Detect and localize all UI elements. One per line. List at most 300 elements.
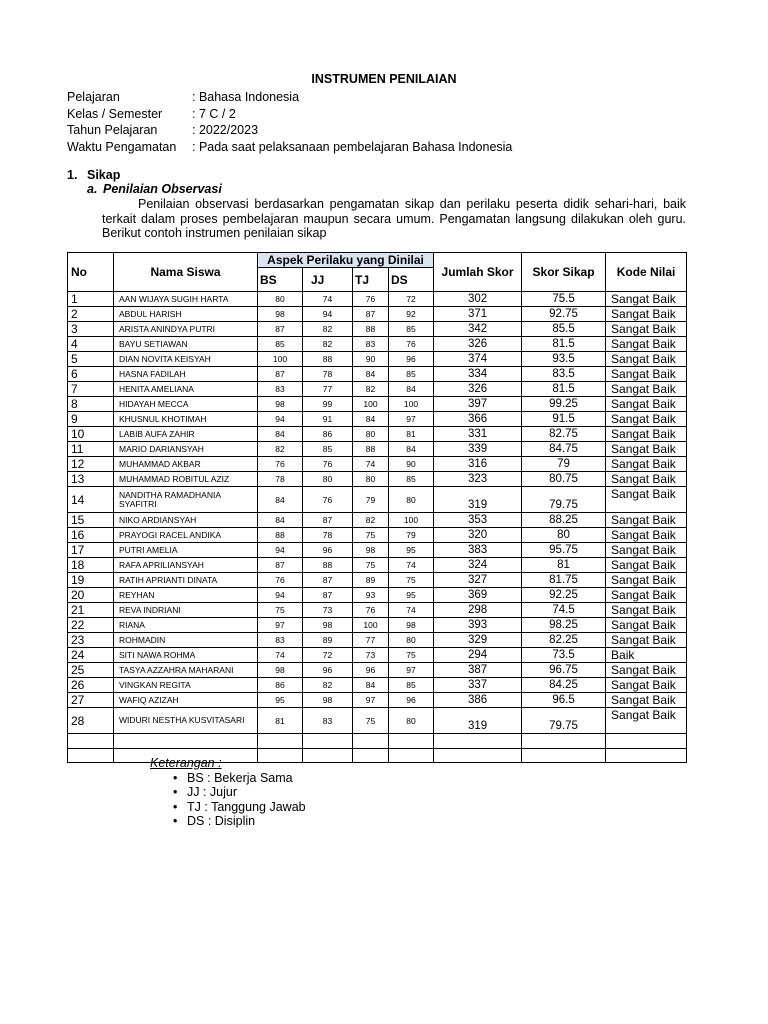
cell-jj: 82 <box>303 322 353 337</box>
cell-grade: Sangat Baik <box>606 292 687 307</box>
cell-grade: Sangat Baik <box>606 412 687 427</box>
cell-tj: 76 <box>353 603 389 618</box>
cell-no: 24 <box>68 648 114 663</box>
cell-bs: 97 <box>258 618 303 633</box>
cell-grade: Sangat Baik <box>606 397 687 412</box>
cell-score: 81.75 <box>522 573 606 588</box>
cell-name: RAFA APRILIANSYAH <box>114 558 258 573</box>
bullet-icon: • <box>173 799 178 814</box>
table-row <box>68 528 687 543</box>
cell-bs: 98 <box>258 307 303 322</box>
cell-jj: 87 <box>303 588 353 603</box>
cell-bs: 84 <box>258 513 303 528</box>
cell-total: 387 <box>434 663 522 678</box>
cell-tj: 93 <box>353 588 389 603</box>
header-name: Nama Siswa <box>114 253 258 292</box>
cell-tj: 80 <box>353 427 389 442</box>
empty-cell <box>258 734 303 749</box>
cell-name: ARISTA ANINDYA PUTRI <box>114 322 258 337</box>
cell-bs: 88 <box>258 528 303 543</box>
legend-item-text: BS : Bekerja Sama <box>187 770 293 785</box>
cell-name: SITI NAWA ROHMA <box>114 648 258 663</box>
cell-score: 79 <box>522 457 606 472</box>
cell-score: 82.75 <box>522 427 606 442</box>
cell-score: 84.75 <box>522 442 606 457</box>
cell-name: RIANA <box>114 618 258 633</box>
cell-jj: 99 <box>303 397 353 412</box>
table-row <box>68 633 687 648</box>
cell-tj: 82 <box>353 513 389 528</box>
cell-grade: Sangat Baik <box>606 337 687 352</box>
header-grade: Kode Nilai <box>606 253 687 292</box>
cell-grade: Sangat Baik <box>606 543 687 558</box>
cell-no: 5 <box>68 352 114 367</box>
cell-name: HENITA AMELIANA <box>114 382 258 397</box>
cell-score: 92.75 <box>522 307 606 322</box>
cell-bs: 78 <box>258 472 303 487</box>
cell-name: VINGKAN REGITA <box>114 678 258 693</box>
cell-name: AAN WIJAYA SUGIH HARTA <box>114 292 258 307</box>
meta-row-time <box>67 139 512 156</box>
cell-jj: 87 <box>303 513 353 528</box>
cell-score: 91.5 <box>522 412 606 427</box>
empty-cell <box>353 734 389 749</box>
empty-cell <box>68 734 114 749</box>
cell-grade: Sangat Baik <box>606 663 687 678</box>
cell-jj: 76 <box>303 457 353 472</box>
cell-name: WAFIQ AZIZAH <box>114 693 258 708</box>
empty-cell <box>522 734 606 749</box>
cell-name: REVA INDRIANI <box>114 603 258 618</box>
cell-ds: 80 <box>389 708 434 734</box>
cell-no: 13 <box>68 472 114 487</box>
cell-total: 366 <box>434 412 522 427</box>
cell-no: 25 <box>68 663 114 678</box>
header-aspect: Aspek Perilaku yang Dinilai <box>258 253 434 268</box>
cell-grade: Sangat Baik <box>606 427 687 442</box>
meta-row-subject <box>67 89 512 106</box>
cell-jj: 77 <box>303 382 353 397</box>
cell-jj: 86 <box>303 427 353 442</box>
cell-tj: 84 <box>353 412 389 427</box>
cell-tj: 88 <box>353 322 389 337</box>
cell-jj: 87 <box>303 573 353 588</box>
cell-jj: 98 <box>303 693 353 708</box>
cell-bs: 94 <box>258 412 303 427</box>
header-total: Jumlah Skor <box>434 253 522 292</box>
cell-no: 2 <box>68 307 114 322</box>
cell-tj: 76 <box>353 292 389 307</box>
legend-list <box>150 771 306 829</box>
cell-bs: 76 <box>258 573 303 588</box>
cell-no: 15 <box>68 513 114 528</box>
cell-jj: 94 <box>303 307 353 322</box>
section-number: 1. <box>67 168 78 182</box>
cell-no: 28 <box>68 708 114 734</box>
cell-bs: 84 <box>258 487 303 513</box>
cell-ds: 74 <box>389 558 434 573</box>
empty-cell <box>522 748 606 763</box>
document-title: INSTRUMEN PENILAIAN <box>311 72 457 86</box>
cell-bs: 87 <box>258 367 303 382</box>
cell-score: 95.75 <box>522 543 606 558</box>
cell-ds: 96 <box>389 693 434 708</box>
cell-bs: 98 <box>258 663 303 678</box>
empty-cell <box>68 748 114 763</box>
table-row <box>68 292 687 307</box>
cell-jj: 78 <box>303 528 353 543</box>
table-row <box>68 678 687 693</box>
cell-jj: 85 <box>303 442 353 457</box>
cell-grade: Sangat Baik <box>606 618 687 633</box>
cell-no: 17 <box>68 543 114 558</box>
cell-ds: 75 <box>389 573 434 588</box>
cell-ds: 84 <box>389 382 434 397</box>
cell-tj: 98 <box>353 543 389 558</box>
cell-ds: 95 <box>389 543 434 558</box>
empty-cell <box>114 734 258 749</box>
cell-jj: 96 <box>303 663 353 678</box>
cell-score: 74.5 <box>522 603 606 618</box>
cell-bs: 81 <box>258 708 303 734</box>
meta-value: : 2022/2023 <box>192 123 259 137</box>
cell-grade: Sangat Baik <box>606 487 687 513</box>
cell-total: 353 <box>434 513 522 528</box>
cell-grade: Sangat Baik <box>606 382 687 397</box>
cell-tj: 75 <box>353 558 389 573</box>
cell-no: 7 <box>68 382 114 397</box>
cell-ds: 80 <box>389 487 434 513</box>
cell-name: KHUSNUL KHOTIMAH <box>114 412 258 427</box>
cell-total: 327 <box>434 573 522 588</box>
header-ds: DS <box>389 268 434 292</box>
cell-ds: 79 <box>389 528 434 543</box>
cell-no: 20 <box>68 588 114 603</box>
cell-jj: 98 <box>303 618 353 633</box>
cell-score: 85.5 <box>522 322 606 337</box>
cell-total: 323 <box>434 472 522 487</box>
description-paragraph: Penilaian observasi berdasarkan pengamatan sikap dan perilaku peserta didik sehari-hari, baik terkait dalam proses pembelajaran maupun secara umum. Pengamatan langsung dilakukan oleh guru. Berikut contoh instrumen penilaian sikap <box>102 197 686 240</box>
empty-cell <box>389 734 434 749</box>
cell-bs: 85 <box>258 337 303 352</box>
cell-no: 3 <box>68 322 114 337</box>
cell-score: 99.25 <box>522 397 606 412</box>
cell-tj: 89 <box>353 573 389 588</box>
empty-row <box>68 734 687 749</box>
cell-grade: Sangat Baik <box>606 513 687 528</box>
cell-name: ABDUL HARISH <box>114 307 258 322</box>
cell-tj: 97 <box>353 693 389 708</box>
cell-name: MARIO DARIANSYAH <box>114 442 258 457</box>
cell-grade: Baik <box>606 648 687 663</box>
cell-name: HASNA FADILAH <box>114 367 258 382</box>
meta-value: : Bahasa Indonesia <box>192 90 300 104</box>
cell-ds: 85 <box>389 367 434 382</box>
meta-label: Kelas / Semester <box>67 106 163 121</box>
legend-item <box>150 771 306 786</box>
subsection-label: Penilaian Observasi <box>103 182 222 196</box>
meta-row-year <box>67 122 512 139</box>
cell-name: NIKO ARDIANSYAH <box>114 513 258 528</box>
cell-grade: Sangat Baik <box>606 307 687 322</box>
meta-value: : 7 C / 2 <box>192 106 236 121</box>
cell-jj: 78 <box>303 367 353 382</box>
cell-name: ROHMADIN <box>114 633 258 648</box>
empty-cell <box>434 748 522 763</box>
table-row <box>68 322 687 337</box>
empty-cell <box>606 734 687 749</box>
subsection-heading <box>87 182 222 196</box>
bullet-icon: • <box>173 814 178 828</box>
cell-tj: 87 <box>353 307 389 322</box>
table-row <box>68 603 687 618</box>
cell-name: NANDITHA RAMADHANIA SYAFITRI <box>114 487 258 513</box>
cell-tj: 88 <box>353 442 389 457</box>
legend-notes <box>150 756 306 829</box>
cell-no: 8 <box>68 397 114 412</box>
cell-tj: 79 <box>353 487 389 513</box>
cell-total: 393 <box>434 618 522 633</box>
table-row <box>68 337 687 352</box>
cell-total: 319 <box>434 708 522 734</box>
empty-cell <box>303 734 353 749</box>
cell-jj: 89 <box>303 633 353 648</box>
subsection-letter: a. <box>87 182 98 196</box>
header-no: No <box>68 253 114 292</box>
cell-jj: 88 <box>303 558 353 573</box>
cell-name: DIAN NOVITA KEISYAH <box>114 352 258 367</box>
cell-grade: Sangat Baik <box>606 678 687 693</box>
cell-total: 374 <box>434 352 522 367</box>
cell-score: 81 <box>522 558 606 573</box>
cell-name: MUHAMMAD AKBAR <box>114 457 258 472</box>
cell-name: PRAYOGI RACEL ANDIKA <box>114 528 258 543</box>
cell-grade: Sangat Baik <box>606 573 687 588</box>
table-row <box>68 382 687 397</box>
cell-bs: 80 <box>258 292 303 307</box>
cell-tj: 75 <box>353 528 389 543</box>
cell-score: 75.5 <box>522 292 606 307</box>
legend-item-text: JJ : Jujur <box>187 785 238 799</box>
empty-cell <box>353 748 389 763</box>
table-row <box>68 427 687 442</box>
cell-score: 96.5 <box>522 693 606 708</box>
meta-label: Tahun Pelajaran <box>67 123 158 137</box>
cell-score: 82.25 <box>522 633 606 648</box>
cell-bs: 75 <box>258 603 303 618</box>
cell-bs: 87 <box>258 322 303 337</box>
cell-tj: 84 <box>353 367 389 382</box>
table-row <box>68 513 687 528</box>
cell-ds: 81 <box>389 427 434 442</box>
cell-name: LABIB AUFA ZAHIR <box>114 427 258 442</box>
cell-no: 19 <box>68 573 114 588</box>
legend-item <box>150 814 306 829</box>
cell-total: 298 <box>434 603 522 618</box>
cell-bs: 74 <box>258 648 303 663</box>
cell-grade: Sangat Baik <box>606 352 687 367</box>
cell-no: 12 <box>68 457 114 472</box>
cell-jj: 83 <box>303 708 353 734</box>
cell-no: 9 <box>68 412 114 427</box>
cell-ds: 72 <box>389 292 434 307</box>
cell-ds: 80 <box>389 633 434 648</box>
table-row <box>68 588 687 603</box>
cell-grade: Sangat Baik <box>606 528 687 543</box>
cell-tj: 75 <box>353 708 389 734</box>
cell-bs: 83 <box>258 633 303 648</box>
cell-name: BAYU SETIAWAN <box>114 337 258 352</box>
cell-name: TASYA AZZAHRA MAHARANI <box>114 663 258 678</box>
cell-bs: 84 <box>258 427 303 442</box>
cell-score: 79.75 <box>522 708 606 734</box>
cell-jj: 80 <box>303 472 353 487</box>
legend-item <box>150 800 306 815</box>
table-row <box>68 487 687 513</box>
cell-total: 397 <box>434 397 522 412</box>
cell-score: 80 <box>522 528 606 543</box>
cell-ds: 95 <box>389 588 434 603</box>
cell-ds: 75 <box>389 648 434 663</box>
cell-grade: Sangat Baik <box>606 442 687 457</box>
cell-total: 339 <box>434 442 522 457</box>
cell-total: 319 <box>434 487 522 513</box>
cell-bs: 76 <box>258 457 303 472</box>
cell-bs: 95 <box>258 693 303 708</box>
header-tj: TJ <box>353 268 389 292</box>
cell-bs: 100 <box>258 352 303 367</box>
cell-grade: Sangat Baik <box>606 367 687 382</box>
table-row <box>68 573 687 588</box>
table-body <box>68 292 687 763</box>
cell-total: 302 <box>434 292 522 307</box>
cell-total: 316 <box>434 457 522 472</box>
cell-ds: 85 <box>389 678 434 693</box>
cell-no: 4 <box>68 337 114 352</box>
cell-total: 326 <box>434 337 522 352</box>
cell-score: 73.5 <box>522 648 606 663</box>
table-row <box>68 352 687 367</box>
cell-jj: 82 <box>303 678 353 693</box>
cell-score: 79.75 <box>522 487 606 513</box>
cell-bs: 94 <box>258 543 303 558</box>
cell-ds: 98 <box>389 618 434 633</box>
cell-tj: 80 <box>353 472 389 487</box>
empty-cell <box>303 748 353 763</box>
cell-total: 294 <box>434 648 522 663</box>
cell-total: 334 <box>434 367 522 382</box>
table-row <box>68 648 687 663</box>
legend-item-text: TJ : Tanggung Jawab <box>187 799 306 814</box>
cell-no: 14 <box>68 487 114 513</box>
cell-total: 329 <box>434 633 522 648</box>
table-row <box>68 663 687 678</box>
cell-grade: Sangat Baik <box>606 603 687 618</box>
cell-ds: 85 <box>389 472 434 487</box>
cell-name: HIDAYAH MECCA <box>114 397 258 412</box>
cell-name: MUHAMMAD ROBITUL AZIZ <box>114 472 258 487</box>
cell-ds: 96 <box>389 352 434 367</box>
cell-ds: 84 <box>389 442 434 457</box>
cell-grade: Sangat Baik <box>606 708 687 734</box>
cell-bs: 82 <box>258 442 303 457</box>
cell-name: WIDURI NESTHA KUSVITASARI <box>114 708 258 734</box>
cell-score: 98.25 <box>522 618 606 633</box>
cell-tj: 82 <box>353 382 389 397</box>
table-row <box>68 472 687 487</box>
cell-grade: Sangat Baik <box>606 457 687 472</box>
cell-bs: 86 <box>258 678 303 693</box>
cell-tj: 96 <box>353 663 389 678</box>
empty-cell <box>389 748 434 763</box>
table-row <box>68 442 687 457</box>
cell-name: REYHAN <box>114 588 258 603</box>
legend-item-text: DS : Disiplin <box>187 814 256 828</box>
cell-jj: 96 <box>303 543 353 558</box>
cell-tj: 84 <box>353 678 389 693</box>
cell-score: 81.5 <box>522 337 606 352</box>
meta-value: : Pada saat pelaksanaan pembelajaran Bahasa Indonesia <box>192 139 513 154</box>
table-row <box>68 457 687 472</box>
cell-tj: 83 <box>353 337 389 352</box>
cell-ds: 92 <box>389 307 434 322</box>
cell-tj: 100 <box>353 618 389 633</box>
cell-ds: 90 <box>389 457 434 472</box>
legend-item <box>150 785 306 800</box>
cell-name: PUTRI AMELIA <box>114 543 258 558</box>
empty-cell <box>434 734 522 749</box>
cell-total: 371 <box>434 307 522 322</box>
cell-jj: 76 <box>303 487 353 513</box>
cell-score: 96.75 <box>522 663 606 678</box>
cell-no: 1 <box>68 292 114 307</box>
cell-bs: 94 <box>258 588 303 603</box>
table-row <box>68 307 687 322</box>
header-jj: JJ <box>303 268 353 292</box>
cell-total: 326 <box>434 382 522 397</box>
header-score: Skor Sikap <box>522 253 606 292</box>
table-row <box>68 367 687 382</box>
cell-score: 93.5 <box>522 352 606 367</box>
bullet-icon: • <box>173 785 178 799</box>
cell-score: 92.25 <box>522 588 606 603</box>
table-row <box>68 397 687 412</box>
assessment-table <box>67 252 687 763</box>
header-bs: BS <box>258 268 303 292</box>
cell-total: 342 <box>434 322 522 337</box>
cell-no: 23 <box>68 633 114 648</box>
cell-no: 27 <box>68 693 114 708</box>
cell-bs: 87 <box>258 558 303 573</box>
cell-score: 84.25 <box>522 678 606 693</box>
table-row <box>68 693 687 708</box>
cell-total: 324 <box>434 558 522 573</box>
cell-grade: Sangat Baik <box>606 633 687 648</box>
cell-grade: Sangat Baik <box>606 322 687 337</box>
cell-total: 331 <box>434 427 522 442</box>
cell-score: 83.5 <box>522 367 606 382</box>
table-row <box>68 618 687 633</box>
cell-score: 88.25 <box>522 513 606 528</box>
section-label: Sikap <box>87 168 121 182</box>
cell-jj: 88 <box>303 352 353 367</box>
cell-total: 337 <box>434 678 522 693</box>
cell-no: 10 <box>68 427 114 442</box>
cell-tj: 77 <box>353 633 389 648</box>
cell-no: 21 <box>68 603 114 618</box>
cell-total: 320 <box>434 528 522 543</box>
cell-ds: 76 <box>389 337 434 352</box>
